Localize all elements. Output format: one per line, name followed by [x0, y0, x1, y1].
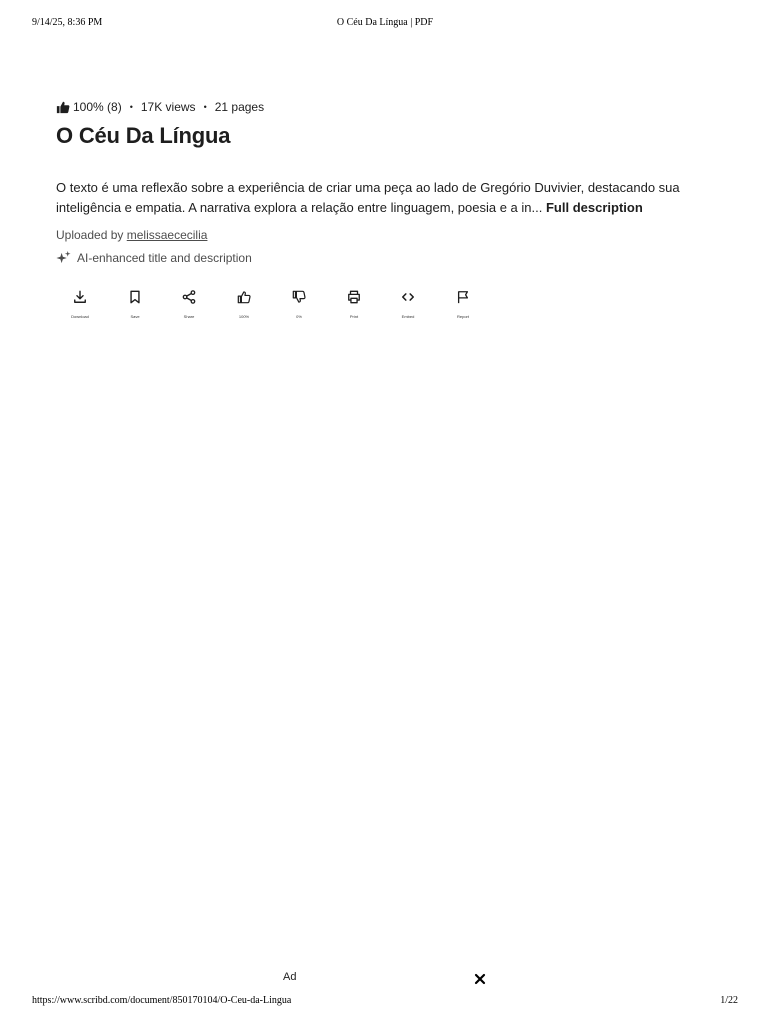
print-header: [32, 17, 738, 31]
uploader-link[interactable]: melissaececilia: [126, 228, 208, 242]
description-text: O texto é uma reflexão sobre a experiência de criar uma peça ao lado de Gregório Duvivier, destacando sua inteligência e empatia. A narrativa explora a relação entre linguagem, poesia e a in...: [56, 180, 680, 215]
rating-text: 100% (8): [73, 100, 122, 114]
document-stats: [56, 99, 264, 115]
bookmark-icon: [128, 290, 142, 304]
uploader-prefix: Uploaded by: [56, 228, 124, 242]
pages-count: 21 pages: [214, 100, 265, 114]
meta-separator: •: [203, 102, 207, 112]
ai-note-text: AI-enhanced title and description: [77, 250, 252, 265]
ai-note: [56, 250, 252, 265]
dislike-button[interactable]: [279, 290, 319, 319]
download-icon: [73, 290, 87, 304]
document-description: [56, 178, 716, 217]
save-button[interactable]: [115, 290, 155, 319]
meta-separator: •: [129, 102, 133, 112]
report-button[interactable]: [443, 290, 483, 319]
full-description-link[interactable]: Full description: [545, 199, 643, 215]
dislike-label: 0%: [296, 314, 302, 319]
print-url: https://www.scribd.com/document/850170104/O-Ceu-da-Lingua: [32, 995, 292, 1006]
download-button[interactable]: [60, 290, 100, 319]
print-date: 9/14/25, 8:36 PM: [32, 17, 103, 28]
embed-label: Embed: [401, 314, 415, 319]
thumbs-down-icon: [292, 290, 306, 304]
print-page-number: 1/22: [720, 995, 738, 1006]
uploader-line: [56, 228, 207, 242]
share-button[interactable]: [169, 290, 209, 319]
like-label: 100%: [238, 314, 250, 319]
print-button[interactable]: [334, 290, 374, 319]
sparkle-icon: [56, 250, 71, 265]
thumbs-up-filled-icon: [56, 100, 70, 114]
save-label: Save: [130, 314, 140, 319]
flag-icon: [456, 290, 470, 304]
print-footer: [32, 995, 738, 1009]
thumbs-up-icon: [237, 290, 251, 304]
embed-button[interactable]: [388, 290, 428, 319]
download-label: Download: [71, 314, 89, 319]
close-icon: [473, 972, 487, 986]
views-count: 17K views: [140, 100, 196, 114]
share-label: Share: [183, 314, 195, 319]
print-label: Print: [349, 314, 359, 319]
print-doc-title: O Céu Da Língua | PDF: [336, 17, 434, 28]
report-label: Report: [456, 314, 469, 319]
share-icon: [182, 290, 196, 304]
ad-label: Ad: [283, 971, 297, 983]
like-button[interactable]: [224, 290, 264, 319]
print-icon: [347, 290, 361, 304]
document-title: O Céu Da Língua: [56, 123, 231, 148]
embed-icon: [401, 290, 415, 304]
ad-close-button[interactable]: [473, 972, 487, 986]
